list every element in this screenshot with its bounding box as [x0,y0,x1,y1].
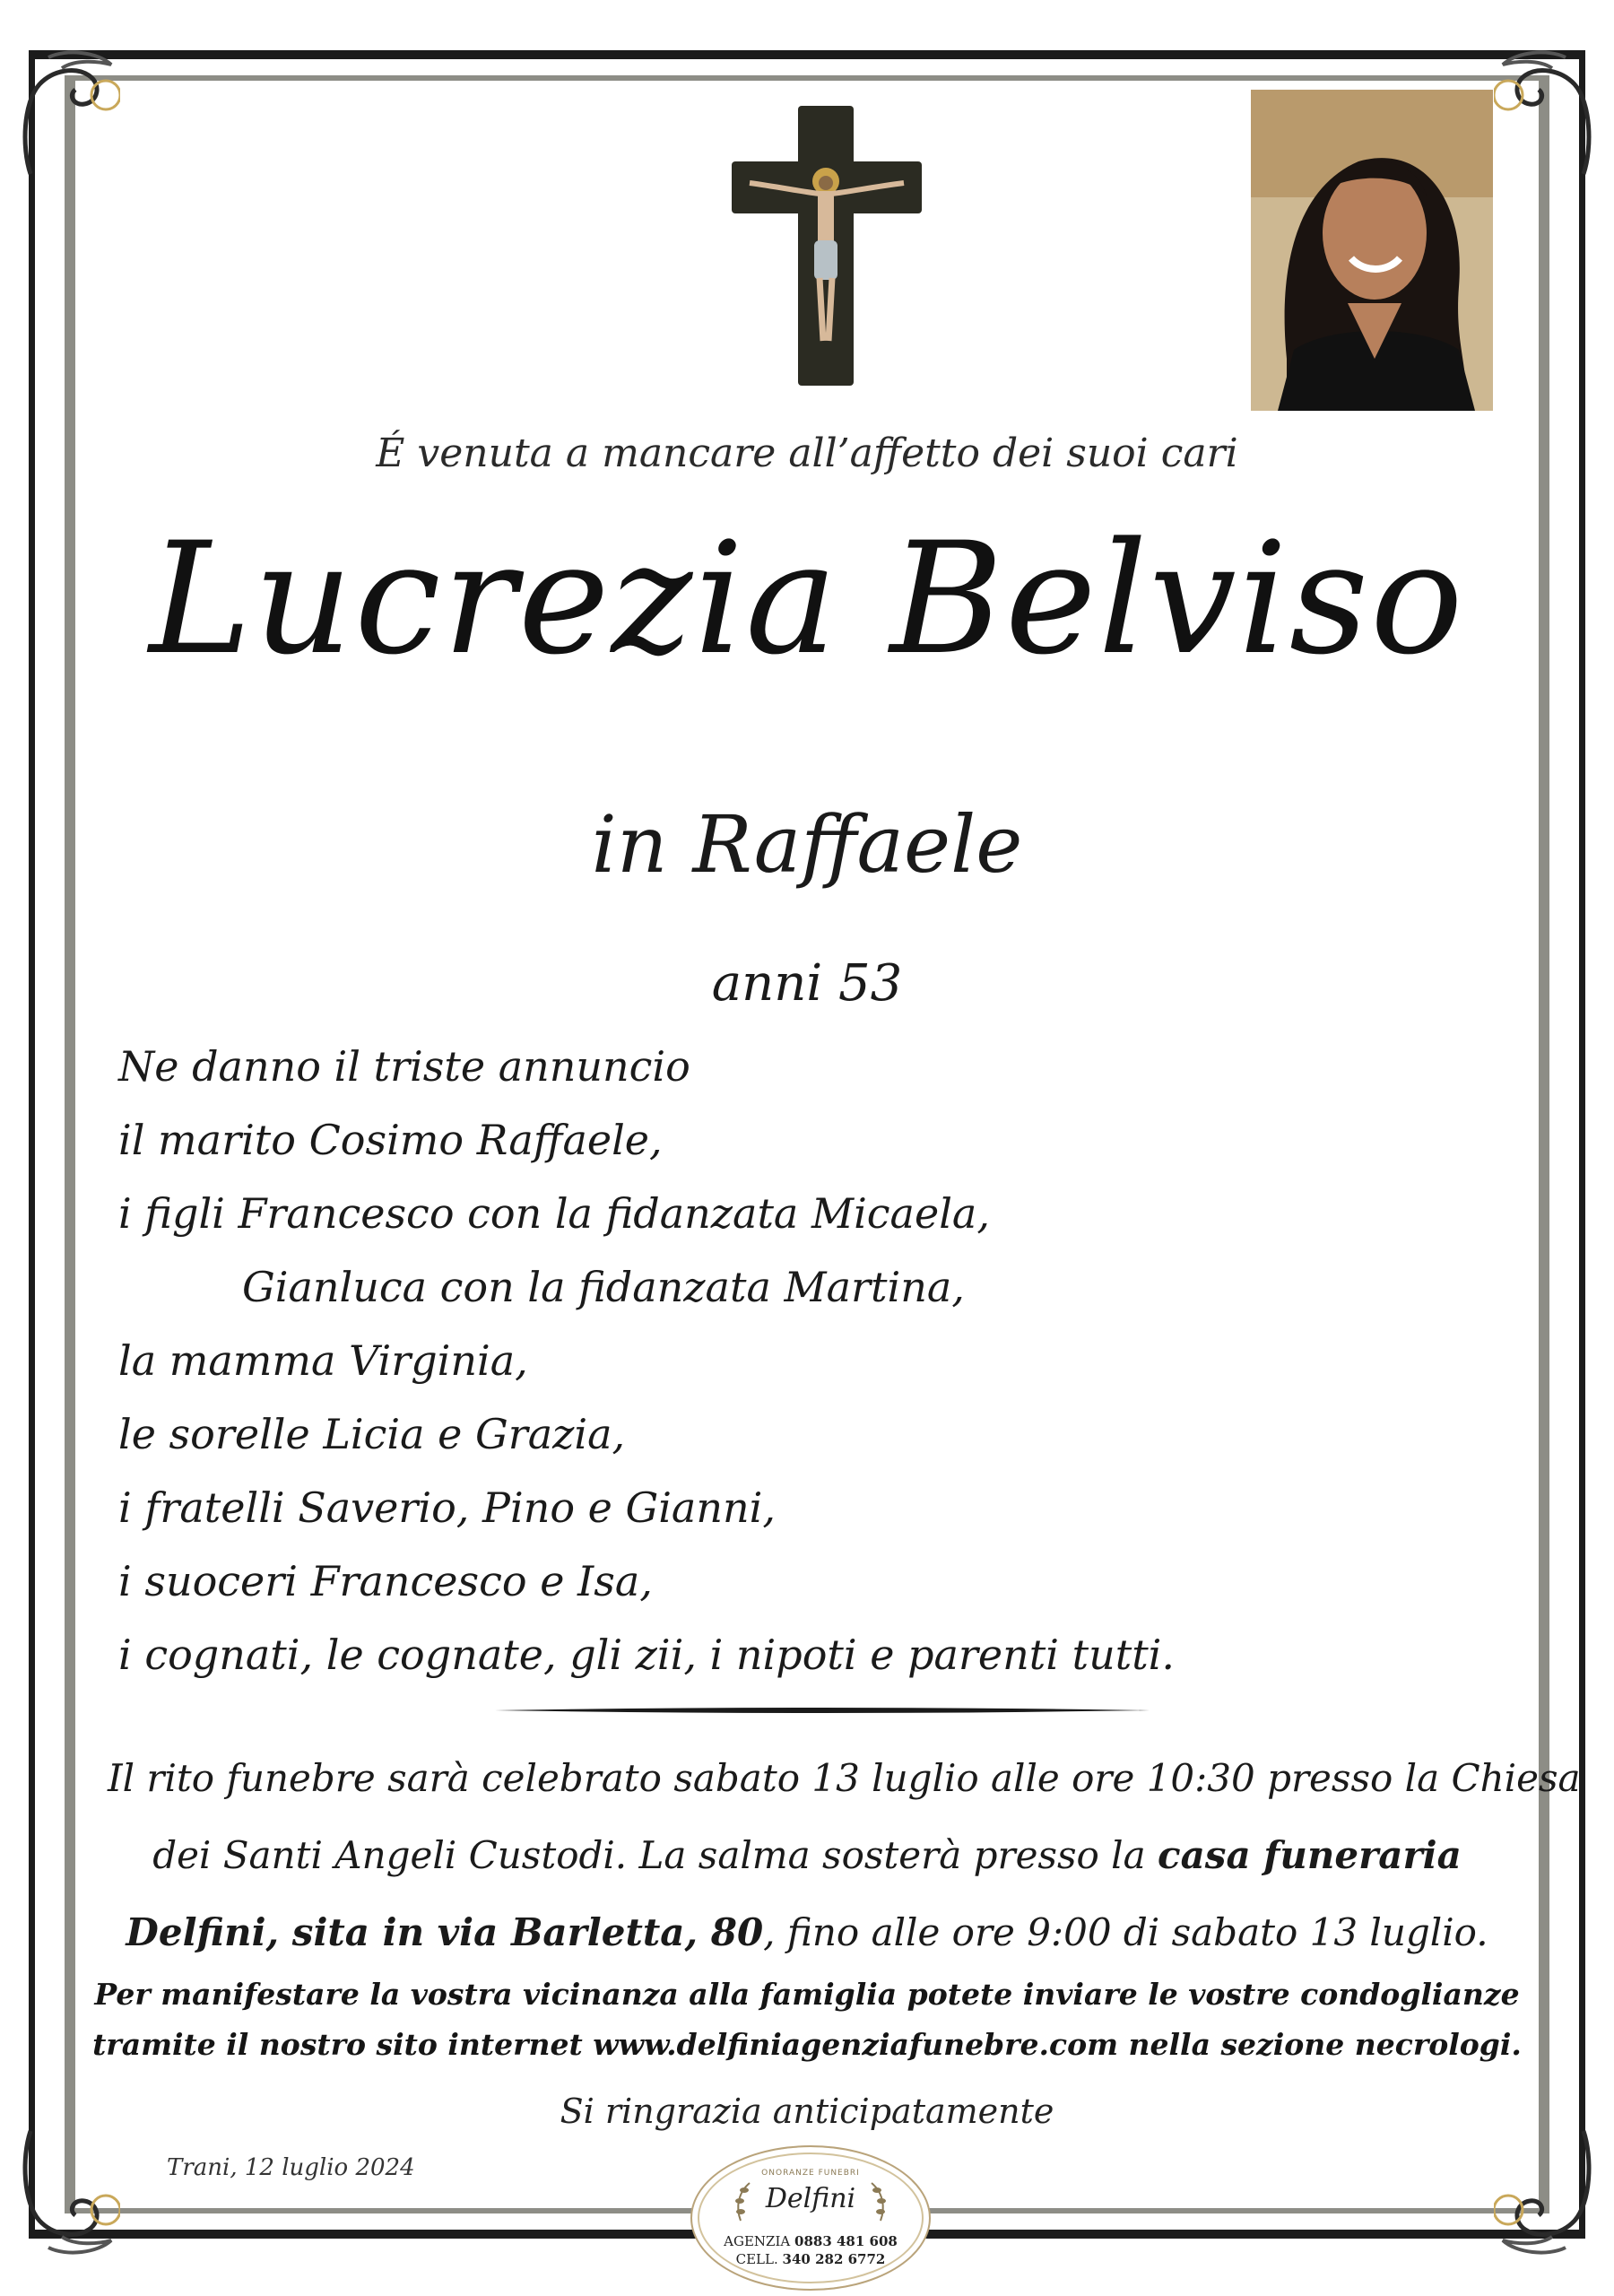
logo-agency-phone: AGENZIA 0883 481 608 [724,2233,898,2249]
logo-name: Delfini [765,2183,856,2214]
funeral-rite-text [108,1740,1581,1971]
mourners-line: le sorelle Licia e Grazia, [118,1410,626,1458]
portrait-photo [1251,90,1493,411]
condolences-text [86,1970,1528,2070]
corner-ornament-icon [13,2122,120,2266]
corner-ornament-icon [13,39,120,183]
mourners-list [118,1030,1463,1692]
age-text: anni 53 [711,954,903,1013]
deceased-name: Lucrezia Belviso [149,509,1465,689]
condolences-line: tramite il nostro sito internet www.delfiniagenziafunebre.com nella sezione necrologi. [92,2027,1522,2062]
mourners-line: i figli Francesco con la fidanzata Micaela, [118,1189,990,1238]
condolences-line: Per manifestare la vostra vicinanza alla famiglia potete inviare le vostre condoglianze [94,1977,1520,2012]
mourners-line: la mamma Virginia, [118,1336,528,1385]
mourners-line: i suoceri Francesco e Isa, [118,1557,653,1605]
rite-line: Delfini, sita in via Barletta, 80, fino alle ore 9:00 di sabato 13 luglio. [126,1910,1488,1954]
mourners-line: i cognati, le cognate, gli zii, i nipoti e parenti tutti. [118,1631,1176,1679]
mourners-line: il marito Cosimo Raffaele, [118,1116,663,1164]
crucifix-icon [732,106,922,386]
corner-ornament-icon [1494,39,1601,183]
rite-line: Il rito funebre sarà celebrato sabato 13 luglio alle ore 10:30 presso la Chiesa [108,1756,1581,1800]
mourners-line: i fratelli Saverio, Pino e Gianni, [118,1483,776,1532]
married-name: in Raffaele [591,798,1023,891]
corner-ornament-icon [1494,2122,1601,2266]
funeral-agency-logo [690,2145,931,2291]
mourners-line: Ne danno il triste annuncio [118,1042,690,1091]
rite-line: dei Santi Angeli Custodi. La salma sosterà presso la casa funeraria [152,1833,1462,1877]
logo-top-text: ONORANZE FUNEBRI [761,2169,860,2178]
intro-text: É venuta a mancare all’affetto dei suoi cari [376,430,1238,476]
mourners-line: Gianluca con la fidanzata Martina, [242,1263,965,1311]
thanks-text: Si ringrazia anticipatamente [560,2092,1054,2131]
divider [495,1700,1150,1708]
logo-cell-phone: CELL. 340 282 6772 [735,2251,886,2267]
place-date: Trani, 12 luglio 2024 [167,2154,415,2181]
